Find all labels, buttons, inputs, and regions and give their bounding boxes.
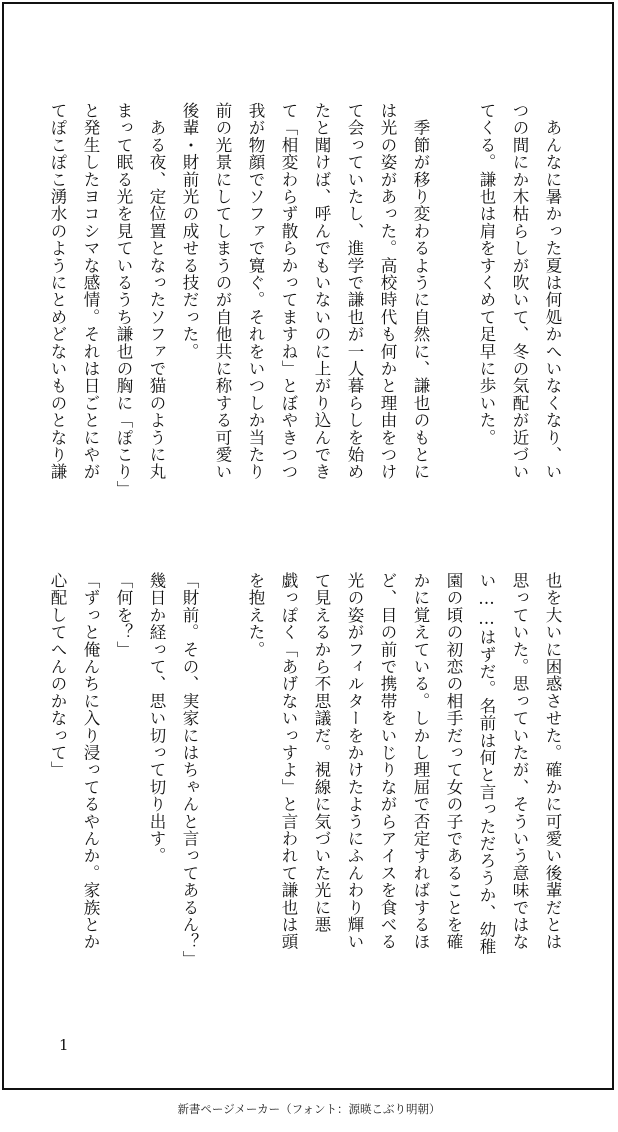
text-column: あんなに暑かった夏は何処かへいなくなり、い xyxy=(543,102,562,481)
text-column xyxy=(209,572,235,1004)
text-column: 「財前。その、実家にはちゃんと言ってあるん？」 xyxy=(180,572,199,968)
text-column: 季節が移り変わるように自然に、謙也のもとに xyxy=(411,102,430,481)
text-column: を抱えた。 xyxy=(246,572,265,658)
text-column: 園の頃の初恋の相手だって女の子であることを確 xyxy=(444,572,463,951)
text-column: て「相変わらず散らかってますね」とぼやきつつ xyxy=(279,102,298,481)
text-column: たと聞けば、呼んでもいないのに上がり込んでき xyxy=(312,102,331,481)
text-column: と発生したヨコシマな感情。それは日ごとにやが xyxy=(81,102,100,481)
text-column: 前の光景にしてしまうのが自他共に称する可愛い xyxy=(213,102,232,481)
footer-caption: 新書ページメーカー（フォント：源暎こぶり明朝） xyxy=(177,1102,441,1116)
text-column: 「ずっと俺んちに入り浸ってるやんか。家族とか xyxy=(81,572,100,951)
text-column: てぽこぽこ湧水のようにとめどないものとなり謙 xyxy=(48,102,67,481)
text-column: てくる。謙也は肩をすくめて足早に歩いた。 xyxy=(477,102,496,446)
text-column: 「何を？」 xyxy=(114,572,133,658)
text-column: ある夜、定位置となったソファで猫のように丸 xyxy=(147,102,166,481)
text-column: て会っていたし、進学で謙也が一人暮らしを始め xyxy=(345,102,364,481)
text-column: 我が物顔でソファで寛ぐ。それをいつしか当たり xyxy=(246,102,265,481)
text-column: て見えるから不思議だ。視線に気づいた光に悪 xyxy=(312,572,331,934)
text-column: ど、目の前で携帯をいじりながらアイスを食べる xyxy=(378,572,397,951)
text-column: い……はずだ。名前は何と言っただろうか、幼稚 xyxy=(477,572,496,956)
text-column: かに覚えている。しかし理屈で否定すればするほ xyxy=(411,572,430,951)
text-column: 心配してへんのかなって」 xyxy=(48,572,67,779)
text-column: 後輩・財前光の成せる技だった。 xyxy=(180,102,199,360)
text-column: は光の姿があった。高校時代も何かと理由をつけ xyxy=(378,102,397,481)
text-column xyxy=(440,102,466,534)
text-column: 幾日か経って、思い切って切り出す。 xyxy=(147,572,166,865)
text-column: 也を大いに困惑させた。確かに可愛い後輩だとは xyxy=(543,572,562,951)
text-column: まって眠る光を見ているうち謙也の胸に「ぽこり」 xyxy=(114,102,133,498)
text-column: 戯っぽく「あげないっすよ」と言われて謙也は頭 xyxy=(279,572,298,951)
page-number: 1 xyxy=(59,1036,69,1054)
text-column: つの間にか木枯らしが吹いて、冬の気配が近づい xyxy=(510,102,529,481)
text-column: 思っていた。思っていたが、そういう意味ではな xyxy=(510,572,529,951)
book-page xyxy=(2,2,614,1090)
text-column: 光の姿がフィルターをかけたようにふんわり輝い xyxy=(345,572,364,951)
